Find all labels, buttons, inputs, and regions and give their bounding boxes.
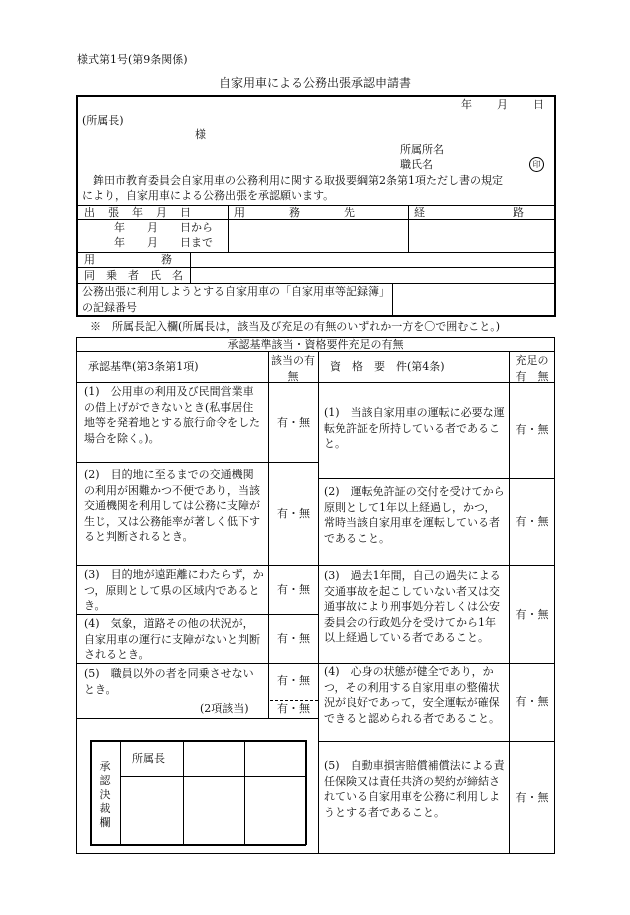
sama-label: 様 [195,128,206,141]
criteria-right-3: (3) 過去1年間，自己の過失による交通事故を起こしていない者又は交通事故により刑事処分若しくは公安委員会の行政処分を受けてから1年以上経過している者であること。 [324,569,501,644]
destination-label: 用 務 先 [234,206,355,219]
name-label: 職氏名 [400,158,433,171]
mid-header: 該当の有 無 [271,354,326,383]
seal-icon: 印 [529,157,544,172]
criteria-left-2: (2) 目的地に至るまでの交通機関の利用が困難かつ不便であり，当該交通機関を利用しては公務に支障が生じ，又は公務能率が著しく低下すると判断されるとき。 [84,468,260,543]
trip-period-label: 出 張 年 月 日 [84,206,192,219]
right-yes-no-5: 有・無 [515,791,549,804]
right-header: 資 格 要 件(第4条) [330,360,445,373]
chief-label: (所属長) [82,114,124,127]
companions-label: 同 乗 者 氏 名 [84,269,183,282]
left-yes-no-6: 有・無 [277,702,310,715]
left-yes-no-2: 有・無 [277,507,310,520]
right-yes-no-1: 有・無 [515,423,549,436]
frame-bottom [76,315,556,317]
left-yes-no-4: 有・無 [277,632,310,645]
right-yes-no-3: 有・無 [515,608,549,621]
form-number: 様式第1号(第9条関係) [77,53,188,66]
date-year: 年 [461,98,472,111]
date-month: 月 [497,98,508,111]
left-yes-no-3: 有・無 [277,583,310,596]
criteria-left-3: (3) 目的地が遠距離にわたらず，かつ，原則として県の区域内であるとき。 [84,568,264,612]
criteria-right-5: (5) 自動車損害賠償補償法による責任保険又は責任共済の契約が締結されている自家用車を公務に利用しようとする者であること。 [324,759,505,819]
criteria-right-1: (1) 当該自家用車の運転に必要な運転免許証を所持している者であること。 [324,406,505,450]
criteria-left-1: (1) 公用車の利用及び民間営業車の借上げができないとき(私事居住地等を発着地とする旅行命令をした場合を除く。)。 [84,385,260,445]
business-label: 用 務 [84,253,172,266]
left-yes-no-1: 有・無 [277,416,310,429]
right-yes-no-4: 有・無 [515,695,549,708]
dept-label: 所属所名 [400,143,444,156]
right-yes-no-2: 有・無 [515,515,549,528]
left-yes-no-5: 有・無 [277,674,310,687]
body-line-2: により，自家用車による公務出張を承認願います。 [82,189,335,202]
trip-from: 年 月 日から [114,221,213,234]
left-header: 承認基準(第3条第1項) [88,360,199,373]
approval-chief: 所属長 [132,752,165,765]
date-day: 日 [533,98,544,111]
trip-to: 年 月 日まで [114,236,213,249]
item2-note: (2項該当) [200,702,249,715]
criteria-left-5: (5) 職員以外の者を同乗させないとき。 [84,667,254,696]
criteria-right-4: (4) 心身の状態が健全であり，かつ，その利用する自家用車の整備状況が良好であって，安全運転が確保できると認められる者であること。 [324,665,500,725]
form-title: 自家用車による公務出張承認申請書 [218,76,411,90]
criteria-right-2: (2) 運転免許証の交付を受けてから原則として1年以上経過し，かつ，常時当該自家用車を運転している者であること。 [324,485,505,545]
route-label: 経 路 [414,206,524,219]
criteria-table-title: 承認基準該当・資格要件充足の有無 [227,338,404,351]
approval-label: 承認決裁欄 [99,760,111,829]
criteria-left-4: (4) 気象，道路その他の状況が，自家用車の運行に支障がないと判断されるとき。 [84,617,260,661]
note: ※ 所属長記入欄(所属長は，該当及び充足の有無のいずれか一方を〇で囲むこと。) [90,320,501,333]
body-line-1: 鉾田市教育委員会自家用車の公務利用に関する取扱要綱第2条第1項ただし書の規定 [93,174,503,187]
registry-label: 公務出張に利用しようとする自家用車の「自家用車等記録簿」の記録番号 [82,285,385,314]
right-check-header: 充足の有 無 [515,354,549,383]
frame-top [76,95,556,97]
